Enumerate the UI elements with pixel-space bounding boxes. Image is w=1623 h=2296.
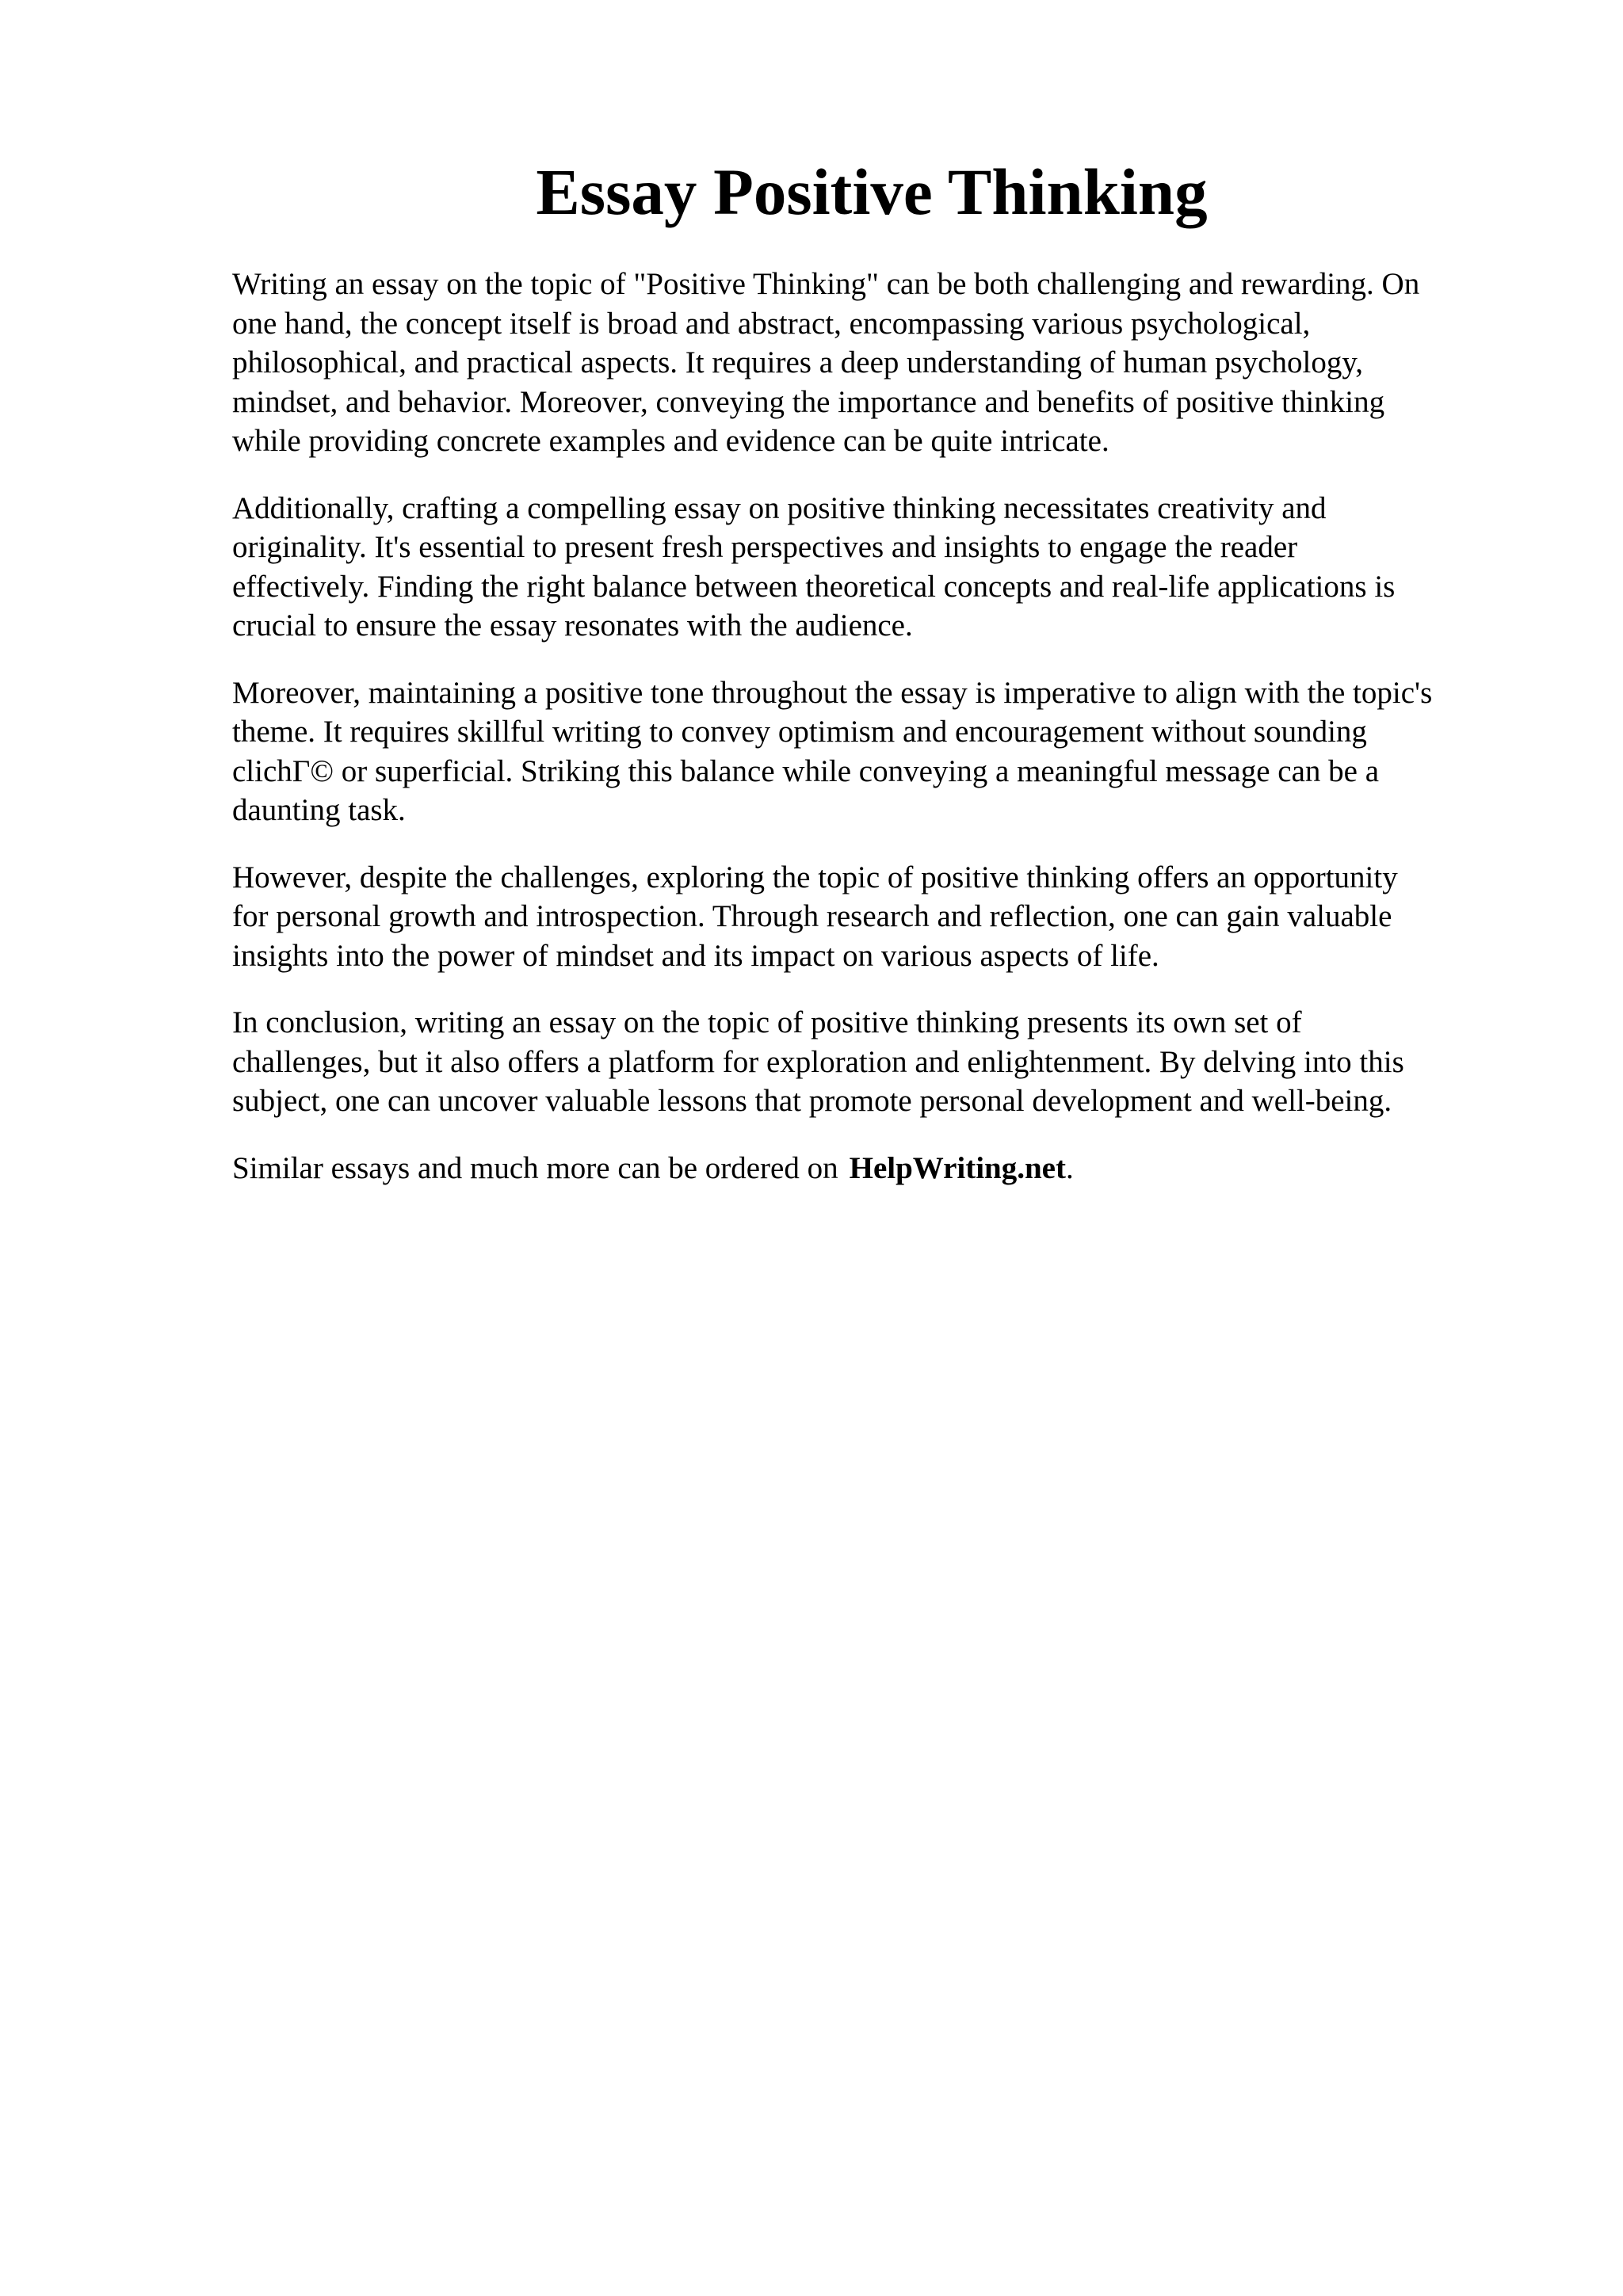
paragraph-line: subject, one can uncover valuable lessons that promote personal development and well-being. [232,1084,1392,1118]
promo-text: Similar essays and much more can be ordered on [232,1150,838,1185]
paragraph-1 [232,265,1516,461]
paragraph-line: However, despite the challenges, exploring the topic of positive thinking offers an opportunity [232,860,1398,894]
paragraph-line: effectively. Finding the right balance between theoretical concepts and real-life applications is [232,569,1396,604]
paragraph-2 [232,489,1516,646]
brand-name: HelpWriting.net [849,1150,1066,1185]
paragraph-line: Writing an essay on the topic of "Positive Thinking" can be both challenging and rewarding. On [232,267,1420,301]
paragraph-line: while providing concrete examples and evidence can be quite intricate. [232,424,1109,458]
promo-line [232,1149,1516,1188]
paragraph-5 [232,1003,1516,1121]
promo-period: . [1065,1150,1074,1185]
paragraph-line: philosophical, and practical aspects. It requires a deep understanding of human psychology, [232,345,1364,379]
paragraph-line: Moreover, maintaining a positive tone throughout the essay is imperative to align with the topic's [232,675,1433,710]
paragraph-line: originality. It's essential to present fresh perspectives and insights to engage the reader [232,530,1298,564]
essay-body [232,265,1516,1188]
paragraph-line: clichΓ© or superficial. Striking this balance while conveying a meaningful message can be a [232,753,1380,788]
paragraph-line: Additionally, crafting a compelling essay on positive thinking necessitates creativity and [232,490,1327,525]
paragraph-line: daunting task. [232,793,406,827]
paragraph-line: mindset, and behavior. Moreover, conveying the importance and benefits of positive thinking [232,384,1385,419]
paragraph-line: for personal growth and introspection. Through research and reflection, one can gain valuable [232,899,1392,933]
paragraph-line: challenges, but it also offers a platform for exploration and enlightenment. By delving into this [232,1044,1404,1079]
paragraph-line: theme. It requires skillful writing to convey optimism and encouragement without sounding [232,715,1367,749]
paragraph-line: In conclusion, writing an essay on the topic of positive thinking presents its own set of [232,1005,1302,1039]
page-title: Essay Positive Thinking [536,155,1208,228]
paragraph-line: crucial to ensure the essay resonates with the audience. [232,608,913,643]
paragraph-4 [232,858,1516,976]
paragraph-line: one hand, the concept itself is broad and abstract, encompassing various psychological, [232,306,1311,341]
paragraph-3 [232,673,1516,830]
paragraph-line: insights into the power of mindset and its impact on various aspects of life. [232,938,1159,973]
